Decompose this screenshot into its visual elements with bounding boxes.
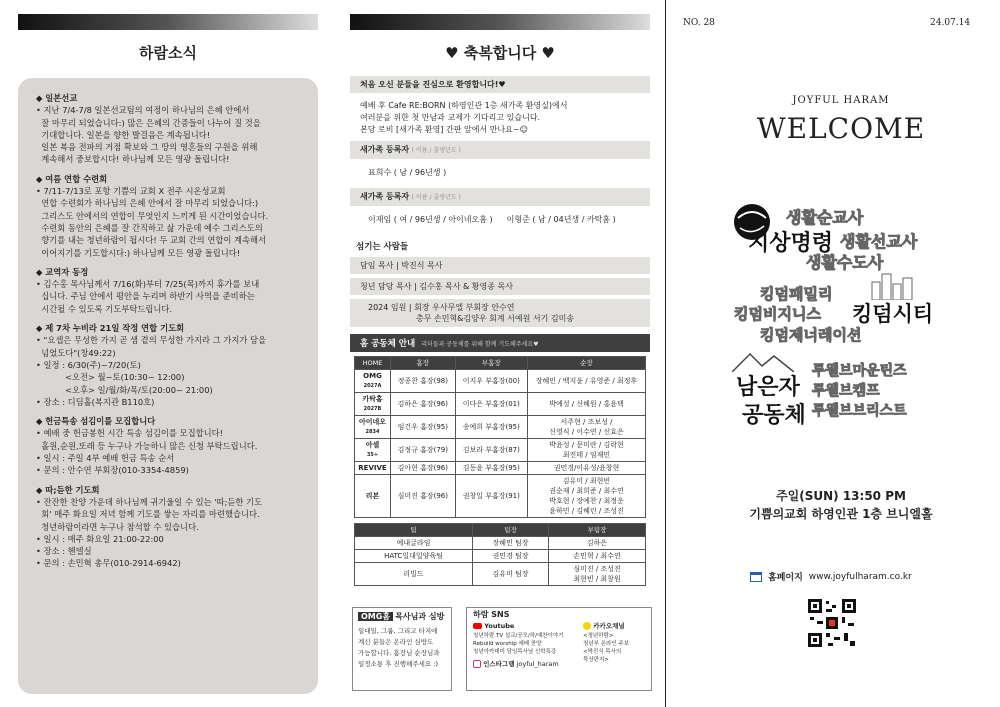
news-line: • 일시 : 매주 화요일 21:00-22:00 (36, 533, 164, 544)
slogan-3e: 투웰브브리스트 (812, 403, 907, 419)
home-section (350, 334, 650, 586)
team-vice: 손민혁 / 최수연 (549, 550, 646, 563)
reg2-tag: ( 이름 / 출생년도 ) (411, 194, 461, 201)
news-line: • 일시 : 주일 4부 예배 헌금 특송 순서 (36, 453, 175, 464)
news-line: <오전> 월~토(10:30~ 12:00) (36, 372, 185, 383)
news-line: • "요셉은 무성한 가지 곧 샘 곁의 무성한 가지라 그 가지가 담을 (36, 335, 267, 346)
home-sub: 리더들과 공동체를 위해 함께 기도해주세요♥ (421, 341, 539, 348)
joyful-haram: JOYFUL HARAM (792, 95, 890, 106)
news-line: <오후> 일/월/화/목/토(20:00~ 21:00) (36, 384, 213, 395)
news-line: • 문의 : 손민혁 총무(010-2914-6942) (36, 558, 181, 569)
news-line: • 잔잔한 찬양 가운데 하나님께 귀기울일 수 있는 '따;듣한 기도 (36, 496, 263, 507)
home-leaders: 박윤성 / 문미란 / 김락현 최진태 / 임재민 (528, 439, 646, 462)
home-row (355, 439, 646, 462)
omg-line: 일대일, 그룹, 그리고 타지에 (358, 627, 438, 635)
home-name: OMG (363, 372, 382, 380)
team-header: 팀 (355, 524, 473, 537)
news-heading: ◆ 제 7차 누비라 21일 작정 연합 기도회 (36, 323, 185, 334)
omg-text (358, 626, 446, 670)
home-sub-label: 2027B (363, 406, 382, 412)
team-row (355, 550, 646, 563)
home-name: 카탁홈 (362, 395, 383, 403)
instagram-icon[interactable] (473, 660, 481, 668)
home-header: 순장 (528, 357, 646, 370)
news-line: 기대합니다. 일본을 향한 발걸음은 계속됩니다! (36, 129, 211, 140)
home-row (355, 475, 646, 518)
city-icon (870, 270, 914, 300)
home-vice: 이지우 부홈장(00) (455, 370, 527, 393)
home-leaders: 권민경/이유성/윤창현 (528, 462, 646, 475)
reg2-text-a: 이재임 ( 여 / 96년생 / 아이네오홈 ) (368, 215, 493, 224)
slogan-1a: 생활순교사 (786, 208, 864, 227)
news-heading: ◆ 교역자 동정 (36, 266, 89, 277)
news-heading: ◆ 헌금특송 섬김이를 모집합니다 (36, 416, 156, 427)
team-table (354, 523, 646, 586)
home-title: 홈 공동체 안내 (360, 339, 416, 349)
kakao-label[interactable]: 카카오채널 (593, 622, 625, 630)
news-line: 홀원,순원,또래 등 누구나 가능하니 많은 신청 부탁드립니다. (36, 440, 258, 451)
issue-date: 24.07.14 (930, 18, 971, 28)
mountain-icon (732, 350, 802, 372)
homepage-url[interactable]: www.joyfulharam.co.kr (808, 571, 912, 582)
team-header: 부팀장 (549, 524, 646, 537)
reg1-head: 새가족 등록자 (360, 145, 410, 154)
home-vice: 권창일 부홈장(91) (455, 475, 527, 518)
news-line: • 예배 중 헌금봉헌 시간 특송 섬김이를 모집합니다! (36, 428, 223, 439)
staff-line2: 총무 손민혁&김양우 회계 서예원 서기 김미송 (416, 314, 575, 323)
home-vice: 김보라 부홈장(87) (455, 439, 527, 462)
team-team: HATC일대일양육팀 (355, 550, 473, 563)
slogan-3d: 투웰브캠프 (812, 383, 880, 399)
servants-section (350, 240, 650, 327)
news-line: • 지난 7/4-7/8 일본선교팀의 여정이 하나님의 은혜 안에서 (36, 105, 250, 116)
youtube-line: 청년하람 TV 설교/공모/하/예찬이야기 (473, 633, 564, 639)
home-head: 임건우 홈장(95) (391, 416, 456, 439)
slogan-2c: 킹덤시티 (852, 302, 934, 326)
home-leaders: 장혜민 / 백지윤 / 유영준 / 최정후 (528, 370, 646, 393)
kakao-line: 묵상편지> (583, 657, 609, 663)
fold-line (665, 0, 666, 707)
omg-box (352, 607, 452, 691)
news-line: 수련회 동안의 은혜를 잘 간직하고 삶 가운데 예수 그리스도의 (36, 222, 263, 233)
news-line: • 일정 : 6/30(주)~7/20(토) (36, 359, 141, 370)
news-line: 일본 복음 전파의 거점 확보와 그 땅의 영혼들의 구원을 위해 (36, 142, 258, 153)
home-header: HOME (355, 357, 391, 370)
homepage-row[interactable] (750, 570, 912, 583)
slogan-1d: 생활수도사 (806, 253, 884, 272)
home-name: 아이네오 (358, 418, 387, 426)
home-head: 김정규 홈장(79) (391, 439, 456, 462)
team-lead: 장혜민 팀장 (473, 537, 549, 550)
kakao-lines (583, 632, 643, 664)
news-line: • 장소 : 디딤홀(복지관 B110호) (36, 396, 155, 407)
homepage-icon (750, 572, 762, 582)
slogan-3b: 공동체 (742, 403, 806, 428)
kakao-line: 청년부 온라인 주보 (583, 641, 630, 647)
home-name: 리본 (365, 492, 380, 500)
news-heading: ◆ 따;듣한 기도회 (36, 484, 100, 495)
home-sub-label: 2027A (363, 383, 382, 389)
kakao-line: <청년하람> (583, 633, 614, 639)
news-line: 넘었도다"(창49:22) (36, 347, 116, 358)
slogan-2d: 킹덤제너레이션 (760, 326, 862, 344)
team-row (355, 537, 646, 550)
news-line: 향기를 내는 청년하람이 됩시다! 두 교회 간의 연합이 계속해서 (36, 235, 267, 246)
middle-title: ♥ 축복합니다 ♥ (445, 44, 555, 62)
home-vice: 이다은 부홈장(01) (455, 393, 527, 416)
home-sub-label: 35+ (366, 452, 379, 458)
youtube-line: Rebuild worship 예배 찬양 (473, 641, 542, 647)
reg1-text: 표희수 ( 남 / 96년생 ) (368, 168, 447, 177)
sns-box (466, 607, 652, 691)
omg-line: 계신 분들은 온라인 심방도 (358, 638, 434, 646)
home-row (355, 393, 646, 416)
reg1-tag: ( 이름 / 출생년도 ) (411, 147, 461, 154)
kakao-icon[interactable] (583, 622, 591, 630)
service-info (682, 487, 1000, 523)
home-row (355, 370, 646, 393)
youtube-line: 청년아카데미 담임목사님 신학특강 (473, 649, 557, 655)
home-head: 김아현 홈장(96) (391, 462, 456, 475)
welcome-head: 처음 오신 분들을 진심으로 환영합니다!♥ (350, 76, 650, 93)
youtube-lines (473, 632, 575, 656)
new-family-2 (350, 188, 650, 234)
qr-code-icon[interactable] (806, 597, 858, 649)
slogan-2a: 킹덤패밀리 (760, 285, 833, 303)
home-leaders: 박예성 / 신혜원 / 홍윤택 (528, 393, 646, 416)
team-lead: 김유미 팀장 (473, 563, 549, 586)
team-vice: 김하은 (549, 537, 646, 550)
home-sub-label: 2834 (365, 429, 380, 435)
youtube-icon[interactable] (473, 623, 482, 629)
news-line: 그리스도 안에서의 연합이 무엇인지 느끼게 된 시간이었습니다. (36, 210, 269, 221)
reg2-head: 새가족 등록자 (360, 192, 410, 201)
home-head: 김하은 홈장(96) (391, 393, 456, 416)
news-line: 회' 매주 화요일 저녁 함께 기도를 쌓는 자리를 마련했습니다. (36, 509, 260, 520)
home-title-bar (350, 334, 650, 352)
middle-header-bar (350, 14, 650, 30)
insta-id[interactable]: joyful_haram (516, 660, 559, 668)
servant-row: 담임 목사 | 박진식 목사 (350, 257, 650, 274)
news-line: 청년하람이라면 누구나 참석할 수 있습니다. (36, 521, 199, 532)
news-line: 연합 수련회가 하나님의 은혜 안에서 잘 마무리 되었습니다:) (36, 198, 259, 209)
youtube-label[interactable]: Youtube (484, 622, 515, 630)
news-line: 잘 마무리 되었습니다:) 많은 은혜의 간증들이 나누어 질 것을 (36, 117, 261, 128)
news-line: • 장소 : 헨델실 (36, 546, 92, 557)
home-header: 부홈장 (455, 357, 527, 370)
slogan-1c: 생활선교사 (840, 232, 918, 251)
team-row (355, 563, 646, 586)
left-header-bar (18, 14, 318, 30)
news-heading: ◆ 일본선교 (36, 93, 78, 103)
servant-row: 청년 담당 목사 | 김수홍 목사 & 황영종 목사 (350, 278, 650, 295)
slogan-3a: 남은자 (736, 375, 800, 400)
welcome-section (350, 76, 650, 136)
news-line: 시간될 수 있도록 기도부탁드립니다. (36, 303, 173, 314)
slogan-3c: 투웰브마운틴즈 (812, 363, 907, 379)
omg-line: 가능합니다. 홈장님 순장님과 (358, 649, 440, 657)
welcome-line: 본당 로비 [새가족 환영] 간판 앞에서 만나요~☺ (360, 125, 528, 134)
sns-title: 하람 SNS (473, 610, 510, 619)
omg-tag: OMG홈 (358, 612, 393, 621)
news-line: 계속해서 중보합시다! 하나님께 모든 영광 돌립니다! (36, 154, 230, 165)
welcome-line: 여러분을 위한 첫 만남과 교제가 기다리고 있습니다. (360, 113, 541, 122)
team-header: 팀장 (473, 524, 549, 537)
home-header: 홈장 (391, 357, 456, 370)
slogan-1b: 지상명령 (748, 231, 834, 256)
homepage-label: 홈페이지 (768, 573, 803, 583)
left-title: 하람소식 (139, 44, 197, 62)
issue-number: NO. 28 (683, 18, 715, 28)
news-line: • 김수홍 목사님께서 7/16(화)부터 7/25(목)까지 휴가를 보내 (36, 279, 260, 290)
kakao-line: <박진식 목사의 (583, 649, 622, 655)
staff-line1: 2024 임원 | 회장 우사무엘 부회장 안수연 (368, 303, 515, 312)
news-box (18, 78, 318, 694)
home-name: 아셀 (365, 441, 380, 449)
insta-label[interactable]: 인스타그램 (483, 660, 515, 668)
home-row (355, 416, 646, 439)
service-place: 기쁨의교회 하영인관 1층 브니엘홀 (749, 507, 933, 521)
new-family-1 (350, 141, 650, 187)
welcome-heading: WELCOME (756, 112, 926, 145)
team-vice: 심미진 / 조성진 최현빈 / 최창원 (549, 563, 646, 586)
home-vice: 송예희 부홈장(95) (455, 416, 527, 439)
home-leaders: 김유미 / 최현빈 권순재 / 최희준 / 최수연 박호현 / 장예찬 / 최정운 윤하민 / 김혜린 / 조성진 (528, 475, 646, 518)
news-line: • 문의 : 안수연 부회장(010-3354-4859) (36, 465, 189, 476)
welcome-text (350, 93, 650, 136)
news-line: 십니다. 주님 안에서 평안을 누리며 하반기 사역을 준비하는 (36, 291, 255, 302)
home-table (354, 356, 646, 518)
news-line: • 7/11-7/13로 포항 기쁨의 교회 X 전주 시온성교회 (36, 186, 226, 197)
home-leaders: 서주현 / 조보성 / 신영식 / 이수연 / 신효은 (528, 416, 646, 439)
home-head: 심미진 홈장(96) (391, 475, 456, 518)
welcome-line: 예배 후 Cafe RE:BORN (하영인관 1층 새가족 환영실)에서 (360, 101, 568, 110)
news-line: 이어지기를 기도합시다:) 하나님께 모든 영광 돌립니다! (36, 247, 241, 258)
slogan-2b: 킹덤비지니스 (734, 305, 821, 323)
team-team: 예내글라임 (355, 537, 473, 550)
team-lead: 권민경 팀장 (473, 550, 549, 563)
news-heading: ◆ 여름 연합 수련회 (36, 173, 108, 184)
servants-title: 섬기는 사람들 (356, 242, 409, 252)
team-team: 리빌드 (355, 563, 473, 586)
home-head: 정종찬 홈장(98) (391, 370, 456, 393)
service-time: 주일(SUN) 13:50 PM (776, 489, 906, 503)
omg-title: 목사님과 심방 (395, 612, 445, 621)
home-row (355, 462, 646, 475)
reg2-text-b: 이형준 ( 남 / 04년생 / 카탁홈 ) (506, 215, 616, 224)
home-vice: 김동윤 부홈장(95) (455, 462, 527, 475)
omg-line: 일정소통 후 진행해주세요 :) (358, 660, 438, 668)
home-name: REVIVE (358, 464, 387, 472)
